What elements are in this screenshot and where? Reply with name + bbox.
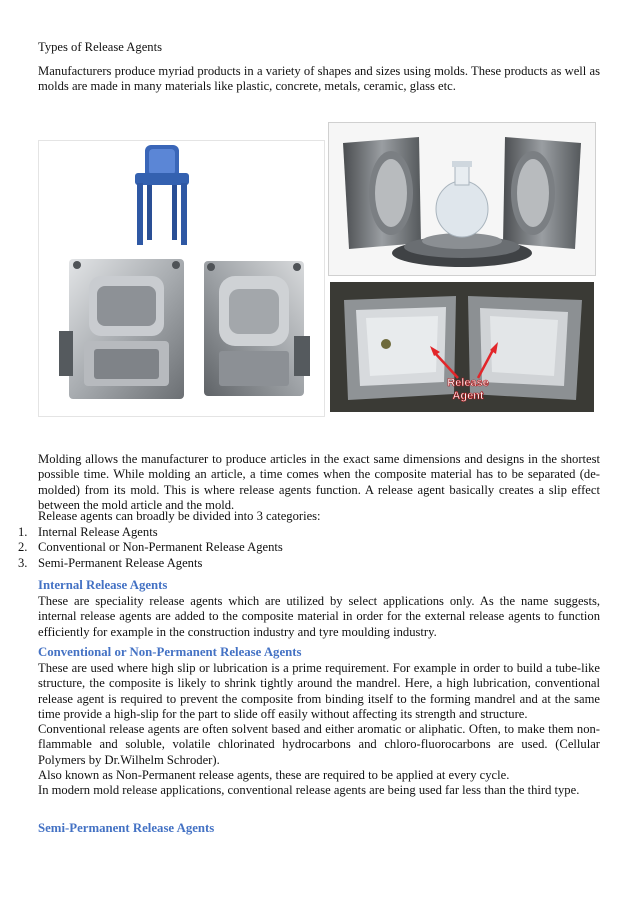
categories-intro: Release agents can broadly be divided into 3 categories: [38,509,321,523]
right-chair-mold [204,261,310,396]
molding-paragraph: Molding allows the manufacturer to produce articles in the exact same dimensions and designs in the shortest possible time. While molding an article, a time comes when the composite material has to be separated (de-molded) from its mold. This is where release agents function. A release agent basically creates a slip effect between the mold article and the mold. [38,452,600,512]
conventional-paragraph-1: These are used where high slip or lubrication is a prime requirement. For example in order to build a tube-like structure, the composite is likely to shrink tightly around the mandrel. Here, a high lubrication, conventional release agent is required to prevent the composite from binding itself to the forming mandrel and at the same time provide a high-slip for the part to slide off easily without affecting its strength and structure. [38,661,600,721]
categories-list [18,525,283,571]
left-chair-mold [59,259,184,399]
bottle-mold-photo [328,122,596,276]
list-item: 2. Conventional or Non-Permanent Release Agents [18,540,283,555]
internal-paragraph: These are speciality release agents which are utilized by select applications only. As the name suggests, internal release agents are added to the composite material in order for the external release agents to function efficiently for example in the construction industry and tyre moulding industry. [38,594,600,639]
list-item: 3. Semi-Permanent Release Agents [18,555,203,570]
intro-paragraph: Manufacturers produce myriad products in a variety of shapes and sizes using molds. These products as well as molds are made in many materials like plastic, concrete, metals, ceramic, glass etc. [38,64,600,94]
internal-heading: Internal Release Agents [38,578,168,592]
conventional-paragraph-3: Also known as Non-Permanent release agents, these are required to be applied at every cycle. [38,768,510,782]
chair-mold-photo [38,140,325,417]
list-item: 1. Internal Release Agents [18,525,158,539]
conventional-paragraph-4: In modern mold release applications, conventional release agents are being used far less than the third type. [38,783,580,797]
conventional-paragraph-2: Conventional release agents are often solvent based and either aromatic or aliphatic. Often, to make them non-flammable and soluble, volatile chlorinated hydrocarbons and chloro-fluorocarbons are used. (Cellular Polymers by Dr.Wilhelm Schroder). [38,722,600,767]
release-agent-label-line2: Agent [452,390,484,402]
blue-chair [135,145,189,245]
page-title: Types of Release Agents [38,40,162,54]
conventional-heading: Conventional or Non-Permanent Release Agents [38,645,302,659]
release-agent-mold-photo [330,282,594,412]
release-agent-label: Release [447,377,489,389]
semi-permanent-heading: Semi-Permanent Release Agents [38,821,215,835]
